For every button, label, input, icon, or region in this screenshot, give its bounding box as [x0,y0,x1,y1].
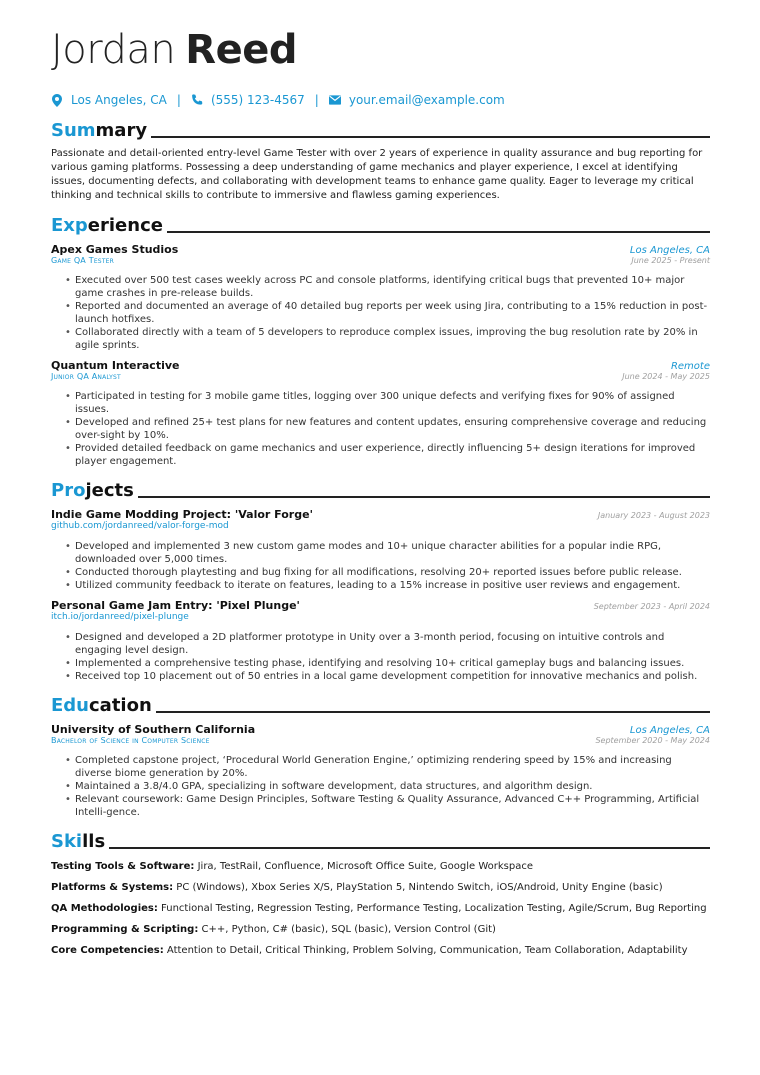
bullet-list [51,274,710,352]
section-divider [151,136,710,138]
skills-title-rest: lls [82,831,106,852]
section-divider [109,847,710,849]
skill-value: PC (Windows), Xbox Series X/S, PlayStation 5, Nintendo Switch, iOS/Android, Unity Engine (basic) [173,882,663,893]
skills-list [51,860,710,958]
school-location: Los Angeles, CA [629,725,710,736]
skill-row [51,881,710,895]
bullet-item: • Developed and implemented 3 new custom game modes and 10+ unique character abilities for a popular indie RPG, downloaded over 5,000 times. [65,540,710,566]
project-link[interactable]: itch.io/jordanreed/pixel-plunge [51,612,189,622]
bullet-item: • Received top 10 placement out of 50 entries in a local game development competition for innovative mechanics and polish. [65,670,710,683]
projects-title-rest: jects [85,480,134,501]
contact-phone [191,93,305,107]
contact-separator: | [176,93,181,107]
skill-row [51,860,710,874]
phone-icon [191,93,203,107]
education-title-accent: Edu [51,695,89,716]
project-dates: January 2023 - August 2023 [597,511,710,520]
candidate-name [51,28,710,72]
experience-entry [51,243,710,352]
skill-label: Testing Tools & Software: [51,861,195,872]
section-divider [156,711,710,713]
job-location: Remote [670,361,710,372]
bullet-item: • Reported and documented an average of 40 detailed bug reports per week using Jira, contributing to a 15% reduction in post-launch hotfixes. [65,300,710,326]
phone-text: (555) 123-4567 [210,93,305,107]
skill-value: Jira, TestRail, Confluence, Microsoft Office Suite, Google Workspace [194,861,533,872]
skill-label: Programming & Scripting: [51,924,199,935]
projects-title-accent: Pro [51,480,86,501]
bullet-list [51,631,710,683]
skill-label: Platforms & Systems: [51,882,174,893]
contact-bar [51,92,710,108]
project-name: Personal Game Jam Entry: 'Pixel Plunge' [51,599,300,612]
degree-title: Bachelor of Science in Computer Science [51,736,210,745]
skill-row [51,902,710,916]
skill-row [51,944,710,958]
skills-heading [51,830,710,852]
job-dates: June 2025 - Present [631,256,710,265]
contact-separator: | [314,93,319,107]
skill-row [51,923,710,937]
project-dates: September 2023 - April 2024 [593,602,710,611]
bullet-item: • Implemented a comprehensive testing phase, identifying and resolving 10+ critical gameplay bugs and balancing issues. [65,657,710,670]
employer-name: Apex Games Studios [51,243,179,256]
section-divider [167,231,710,233]
contact-email[interactable] [329,93,505,107]
school-name: University of Southern California [51,723,256,736]
skills-title-accent: Ski [51,831,83,852]
contact-location [51,93,167,107]
experience-title-accent: Exp [51,215,88,236]
experience-entry [51,359,710,468]
bullet-item: • Executed over 500 test cases weekly across PC and console platforms, identifying critical bugs that prevented 10+ major game crashes in pre-release builds. [65,274,710,300]
project-entry [51,508,710,592]
location-text: Los Angeles, CA [71,93,167,107]
bullet-item: • Designed and developed a 2D platformer prototype in Unity over a 3-month period, focusing on intuitive controls and engaging level design. [65,631,710,657]
bullet-list [51,390,710,468]
skill-label: Core Competencies: [51,945,164,956]
job-title: Junior QA Analyst [51,372,121,381]
summary-heading [51,119,710,141]
job-title: Game QA Tester [51,256,115,265]
skill-value: Functional Testing, Regression Testing, Performance Testing, Localization Testing, Agile/Scrum, Bug Reporting [157,903,707,914]
map-marker-icon [51,93,63,107]
bullet-item: • Developed and refined 25+ test plans for new features and content updates, ensuring comprehensive coverage and reducing over-sight by 10%. [65,416,710,442]
bullet-list [51,540,710,592]
experience-heading [51,214,710,236]
skill-label: QA Methodologies: [51,903,158,914]
bullet-list [51,754,710,819]
first-name: Jordan [51,27,176,73]
project-entry [51,599,710,683]
bullet-item: • Collaborated directly with a team of 5 developers to reproduce complex issues, improving the bug resolution rate by 20% in agile sprints. [65,326,710,352]
summary-text: Passionate and detail-oriented entry-level Game Tester with over 2 years of experience in quality assurance and bug reporting for various gaming platforms. Possessing a deep understanding of game mechanics and player experience, I excel at identifying issues, documenting defects, and collaborating with development teams to enhance game quality. Eager to leverage my critical thinking and technical skills to contribute to immersive and flawless gaming experiences. [51,148,703,201]
education-title-rest: cation [89,695,152,716]
bullet-item: • Provided detailed feedback on game mechanics and user experience, directly influencing 5+ design iterations for improved player engagement. [65,442,710,468]
summary-title-rest: mary [95,120,148,141]
employer-name: Quantum Interactive [51,359,180,372]
bullet-item: • Relevant coursework: Game Design Principles, Software Testing & Quality Assurance, Advanced C++ Programming, Artificial Intelli-gence. [65,793,710,819]
email-link[interactable]: your.email@example.com [348,93,505,107]
skill-value: Attention to Detail, Critical Thinking, Problem Solving, Communication, Team Collaboration, Adaptability [163,945,688,956]
bullet-item: • Completed capstone project, ‘Procedural World Generation Engine,’ optimizing rendering speed by 15% and increasing diverse biome generation by 20%. [65,754,710,780]
bullet-item: • Participated in testing for 3 mobile game titles, logging over 300 unique defects and verifying fixes for 90% of assigned issues. [65,390,710,416]
bullet-item: • Conducted thorough playtesting and bug fixing for all modifications, resolving 20+ reported issues before public release. [65,566,710,579]
last-name: Reed [185,27,297,73]
bullet-item: • Utilized community feedback to iterate on features, leading to a 15% increase in positive user reviews and engagement. [65,579,710,592]
projects-heading [51,479,710,501]
project-name: Indie Game Modding Project: 'Valor Forge' [51,508,313,521]
summary-title-accent: Sum [51,120,96,141]
project-link[interactable]: github.com/jordanreed/valor-forge-mod [51,521,229,531]
education-dates: September 2020 - May 2024 [595,736,710,745]
skill-value: C++, Python, C# (basic), SQL (basic), Version Control (Git) [198,924,496,935]
job-location: Los Angeles, CA [629,245,710,256]
bullet-item: • Maintained a 3.8/4.0 GPA, specializing in software development, data structures, and algorithm design. [65,780,710,793]
envelope-icon [329,93,341,107]
education-entry [51,723,710,819]
job-dates: June 2024 - May 2025 [622,372,710,381]
experience-title-rest: erience [87,215,163,236]
section-divider [138,496,710,498]
education-heading [51,694,710,716]
